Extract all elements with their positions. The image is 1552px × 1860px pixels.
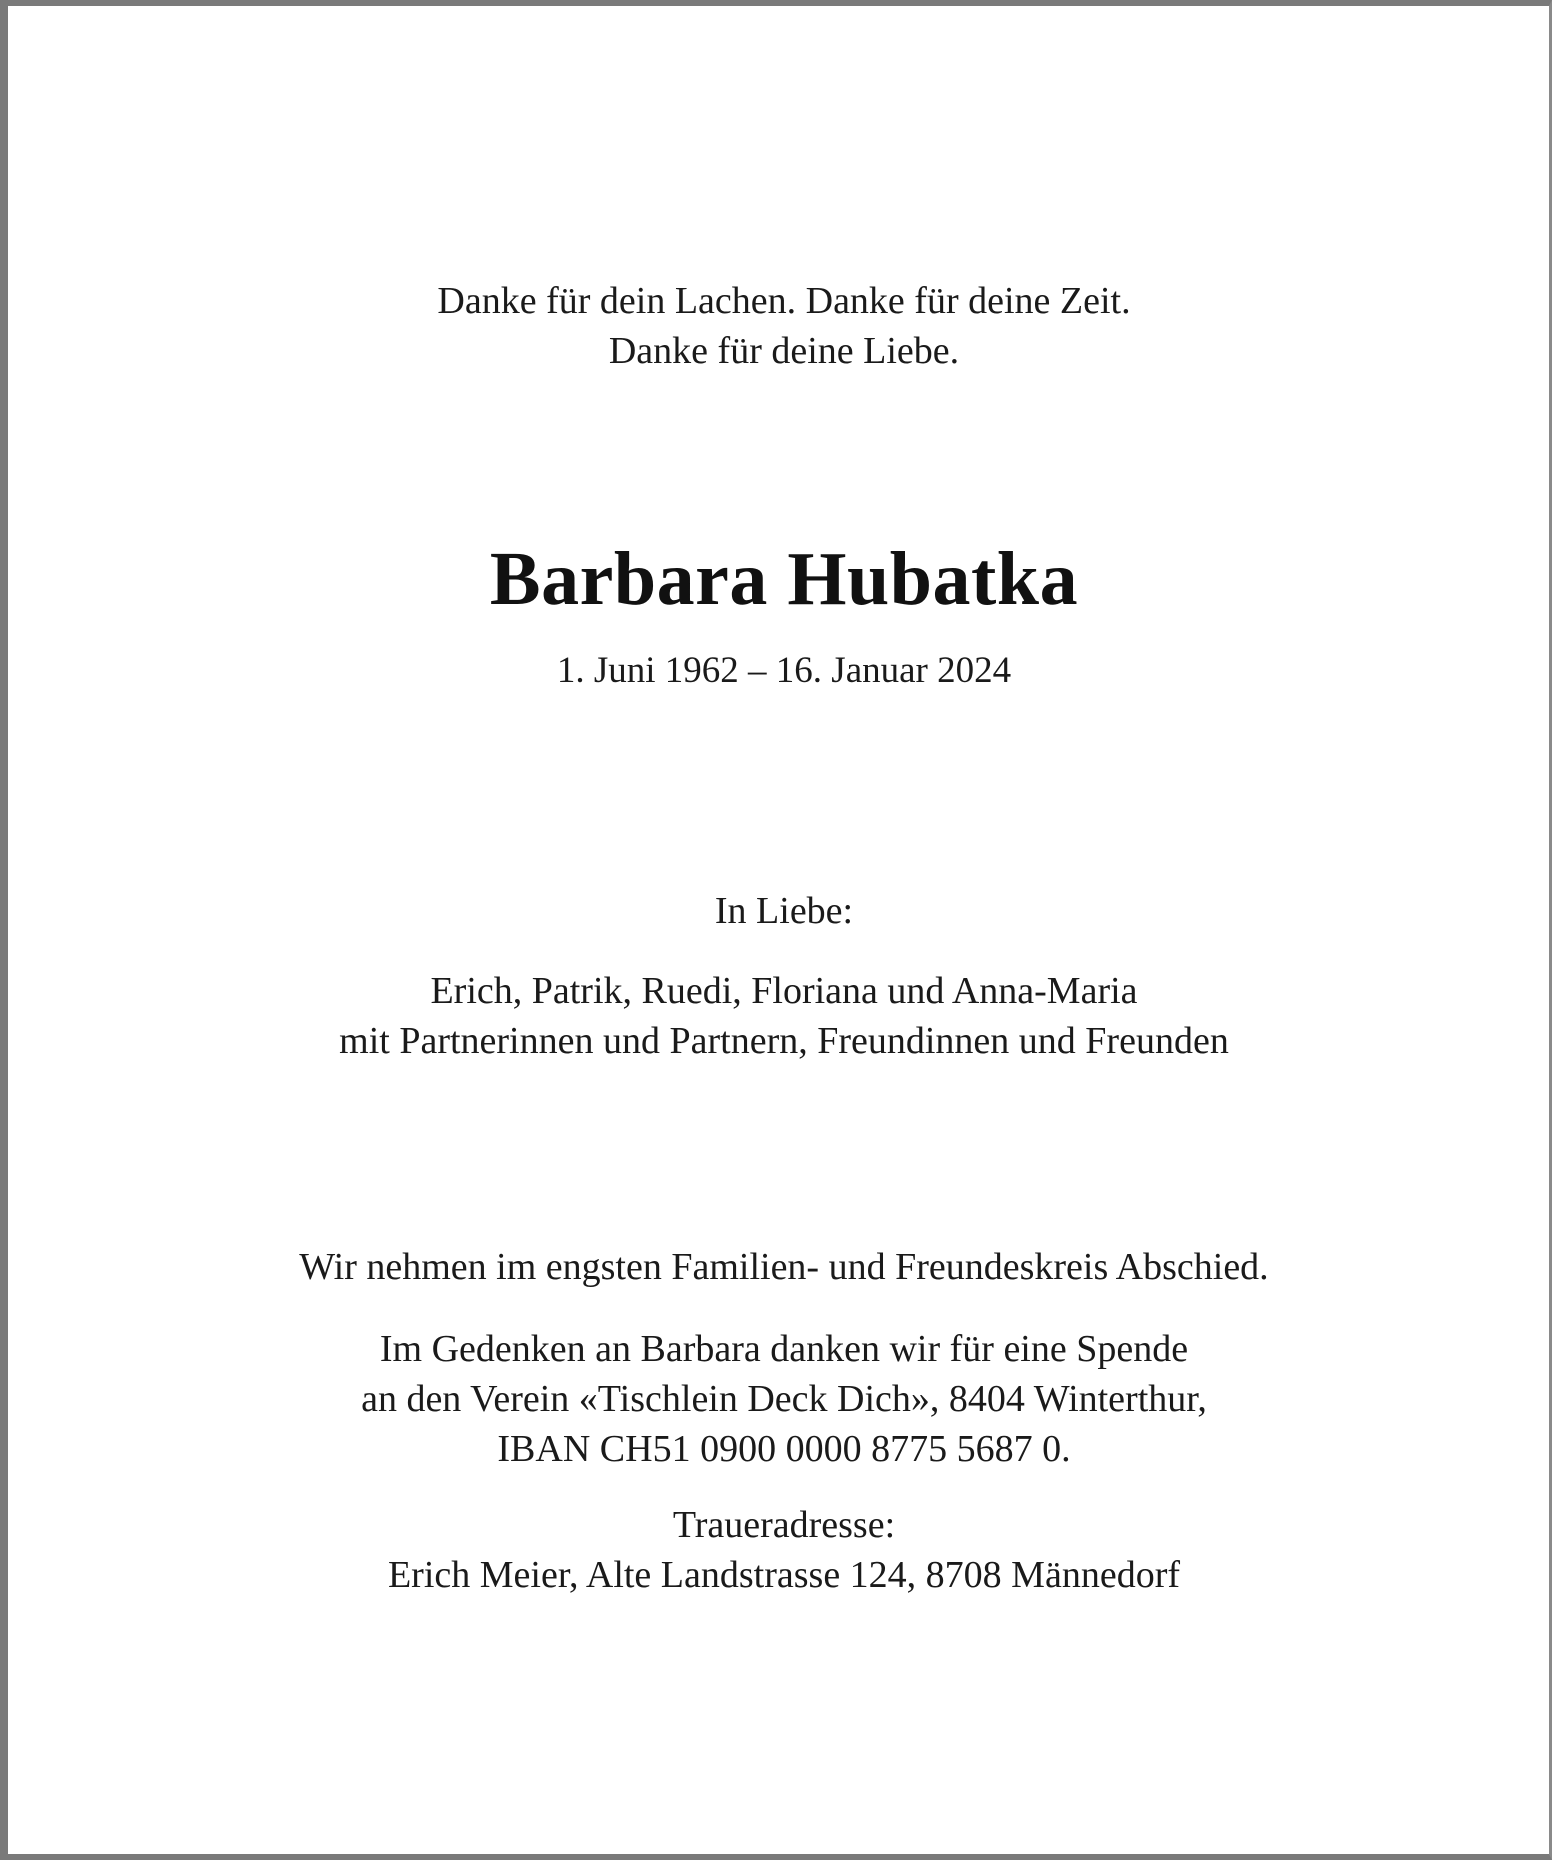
life-dates-block (16, 646, 1552, 696)
motto-line-1: Danke für dein Lachen. Danke für deine Zeit. (437, 280, 1131, 322)
mourners-line-1: Erich, Patrik, Ruedi, Floriana und Anna-Maria (430, 970, 1138, 1012)
motto (16, 276, 1552, 376)
mourners-heading: In Liebe: (714, 890, 854, 932)
deceased-block (16, 534, 1552, 624)
mourners-heading-block (16, 886, 1552, 936)
mourning-address: Erich Meier, Alte Landstrasse 124, 8708 Männedorf (387, 1554, 1181, 1596)
donation-block (16, 1324, 1552, 1474)
donation-line-1: Im Gedenken an Barbara danken wir für eine Spende (379, 1328, 1189, 1370)
mourning-address-heading: Traueradresse: (672, 1504, 896, 1546)
mourning-address-block (16, 1500, 1552, 1600)
farewell-text: Wir nehmen im engsten Familien- und Freundeskreis Abschied. (299, 1246, 1269, 1288)
mourners-line-2: mit Partnerinnen und Partnern, Freundinnen und Freunden (339, 1020, 1229, 1062)
motto-line-2: Danke für deine Liebe. (608, 330, 960, 372)
donation-line-3: IBAN CH51 0900 0000 8775 5687 0. (497, 1428, 1071, 1470)
life-dates: 1. Juni 1962 – 16. Januar 2024 (556, 650, 1012, 691)
mourners (16, 966, 1552, 1066)
donation-line-2: an den Verein «Tischlein Deck Dich», 8404 Winterthur, (361, 1378, 1207, 1420)
deceased-name: Barbara Hubatka (489, 537, 1079, 621)
farewell-block (16, 1242, 1552, 1292)
